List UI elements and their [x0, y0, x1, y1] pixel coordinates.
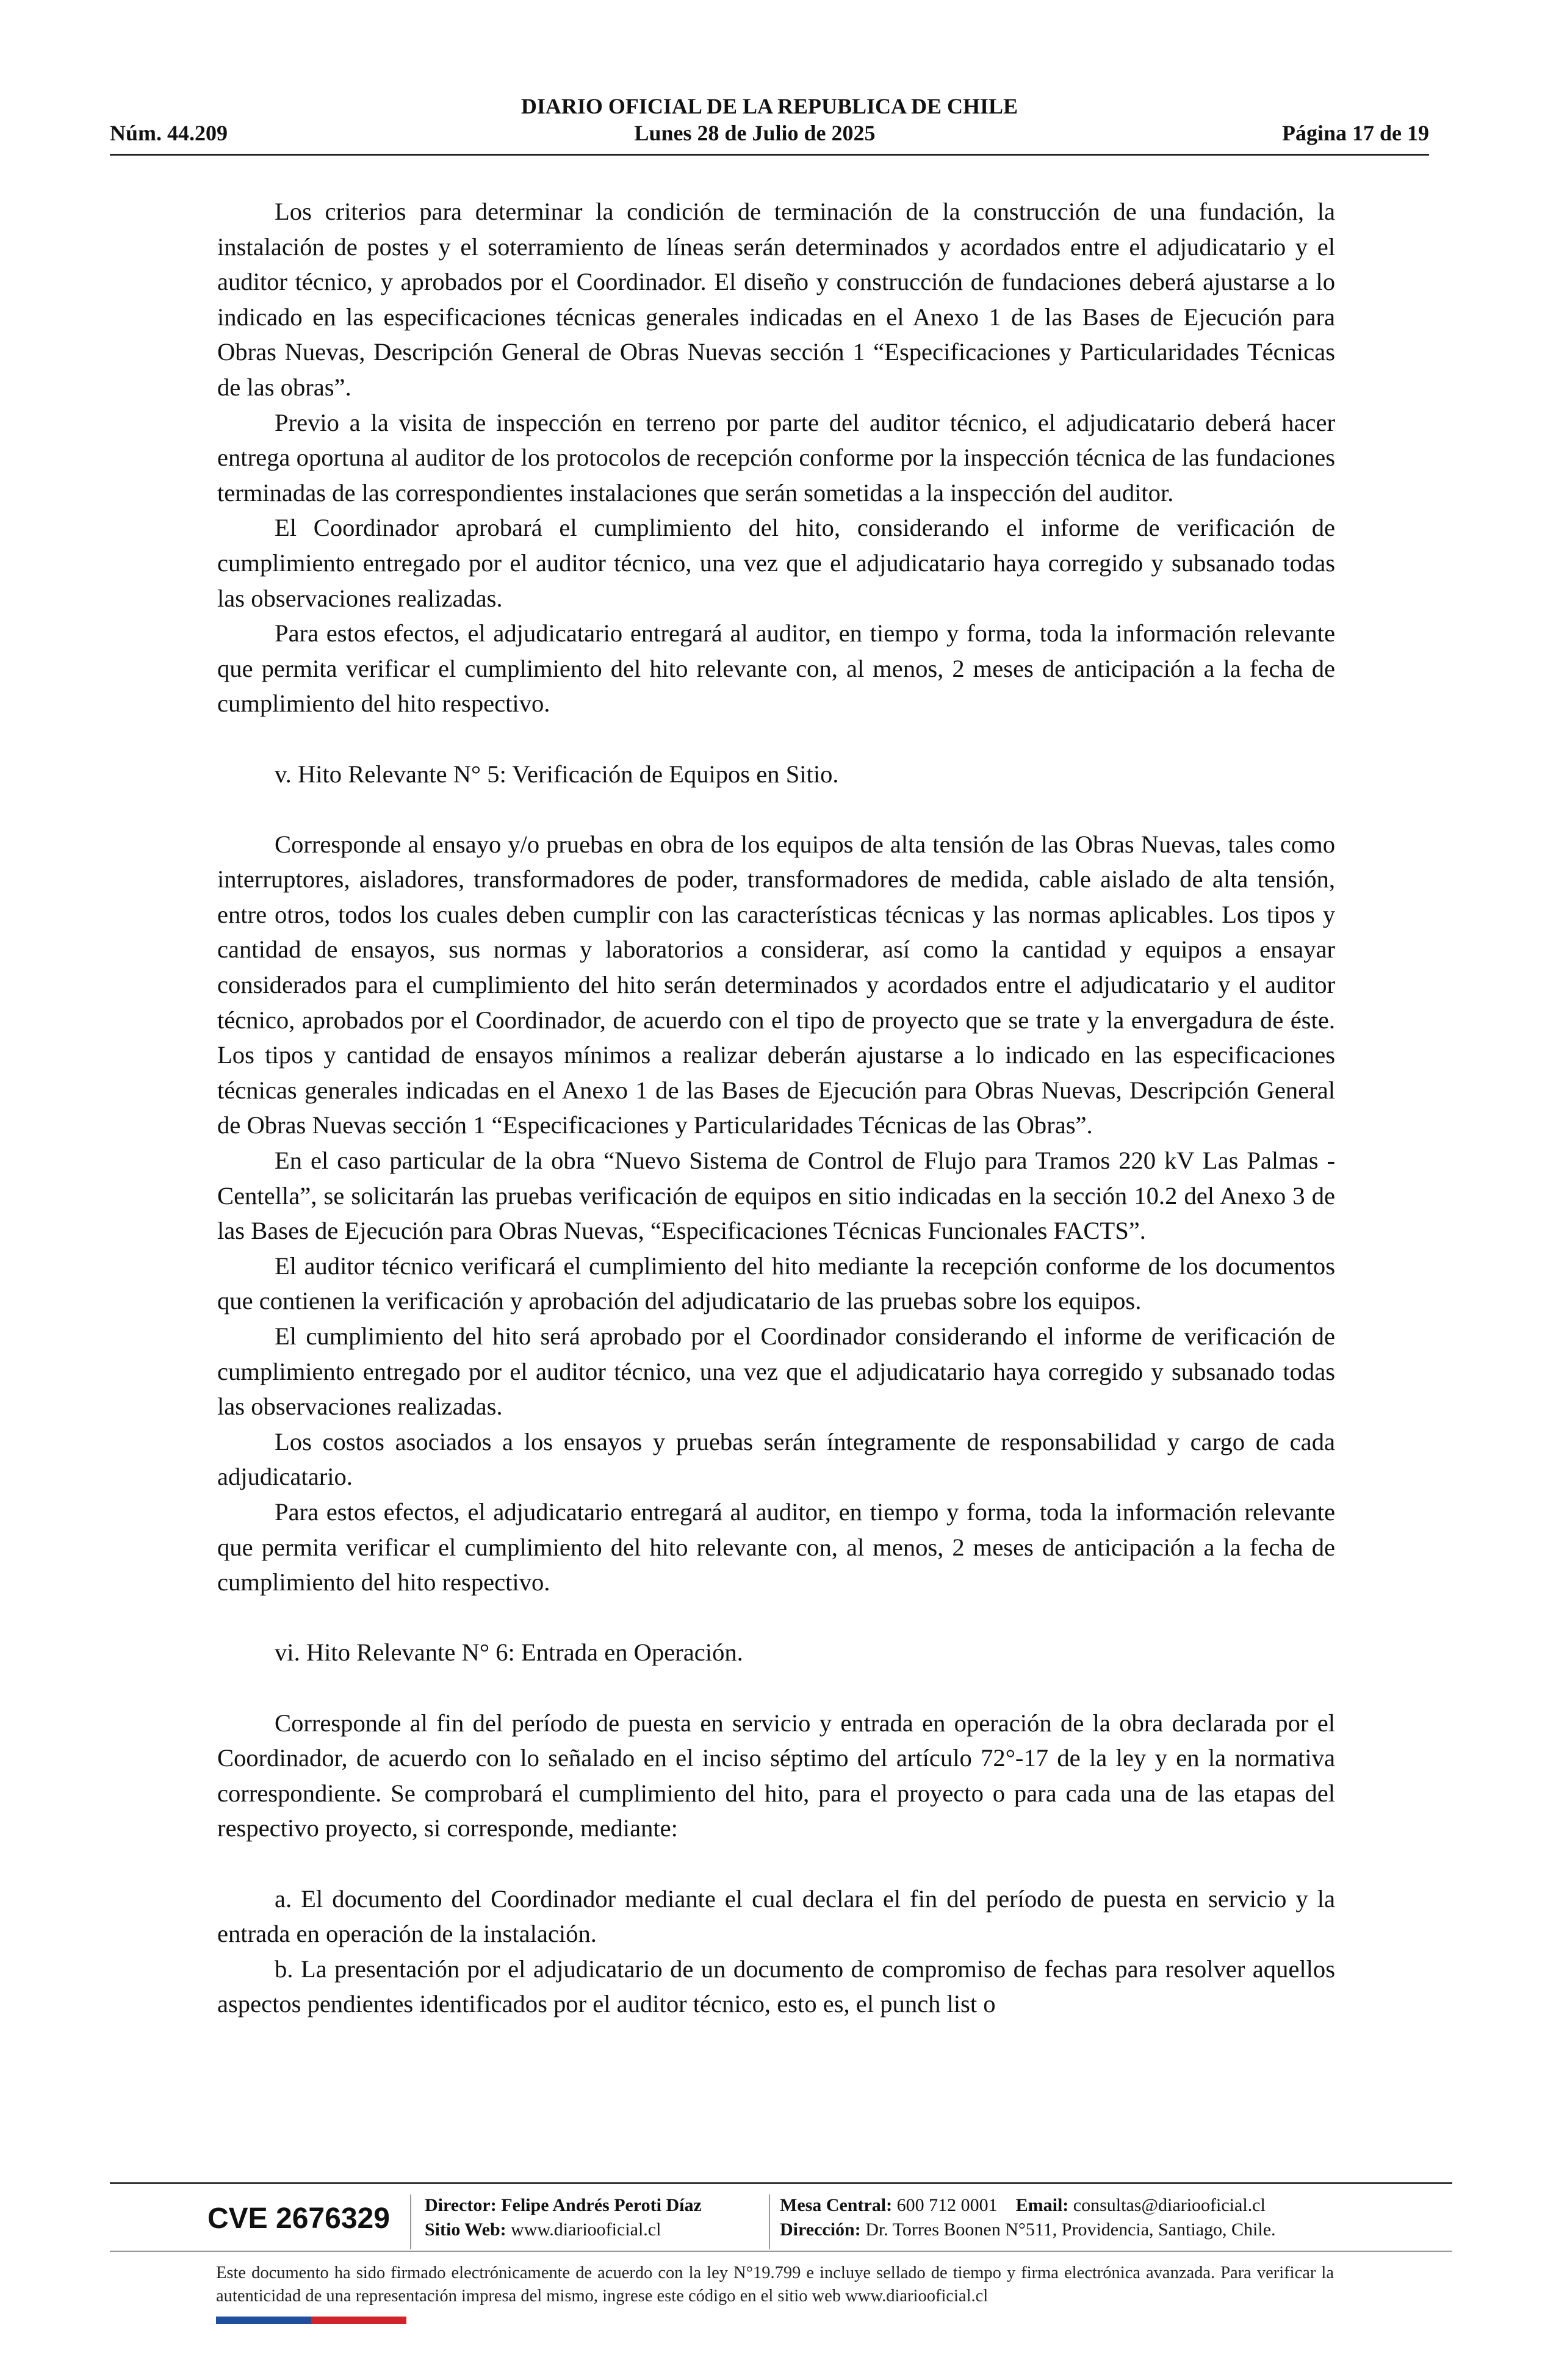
header-meta-row: [110, 120, 1429, 146]
cve-code: CVE 2676329: [207, 2202, 390, 2235]
body-paragraph: Para estos efectos, el adjudicatario entregará al auditor, en tiempo y forma, toda la información relevante que permita verificar el cumplimiento del hito relevante con, al menos, 2 meses de anticipación a la fecha de cumplimiento del hito respectivo.: [217, 1498, 1335, 1596]
body-paragraph: Los costos asociados a los ensayos y pruebas serán íntegramente de responsabilidad y cargo de cada adjudicatario.: [217, 1427, 1335, 1491]
newspaper-title: DIARIO OFICIAL DE LA REPUBLICA DE CHILE: [520, 94, 1018, 118]
paragraph-gap: [217, 1600, 1335, 1635]
footer-separator: [769, 2194, 770, 2249]
section-heading-hito-5: v. Hito Relevante N° 5: Verificación de Equipos en Sitio.: [275, 760, 839, 788]
issue-date: Lunes 28 de Julio de 2025: [634, 121, 876, 145]
list-item-b: b. La presentación por el adjudicatario de un documento de compromiso de fechas para resolver aquellos aspectos pendientes identificados por el auditor técnico, esto es, el punch list o: [217, 1955, 1335, 2018]
section-heading-hito-6: vi. Hito Relevante N° 6: Entrada en Operación.: [275, 1639, 743, 1667]
body-paragraph: En el caso particular de la obra “Nuevo Sistema de Control de Flujo para Tramos 220 kV Las Palmas - Centella”, se solicitarán las pruebas verificación de equipos en sitio indicadas en la sección 10.2 del Anexo 3 de las Bases de Ejecución para Obras Nuevas, “Especificaciones Técnicas Funcionales FACTS”.: [217, 1147, 1335, 1245]
address-text: Dr. Torres Boonen N°511, Providencia, Santiago, Chile.: [865, 2220, 1276, 2240]
paragraph-gap: [217, 1670, 1335, 1706]
email-link[interactable]: consultas@diariooficial.cl: [1073, 2195, 1266, 2215]
website-link[interactable]: www.diariooficial.cl: [511, 2220, 661, 2240]
page-header: [110, 93, 1429, 146]
flag-red-segment: [311, 2317, 406, 2324]
footer-divider-top: [110, 2182, 1452, 2184]
email-label: Email:: [1015, 2195, 1069, 2215]
footer-director-block: [425, 2193, 702, 2242]
web-label: Sitio Web:: [425, 2220, 506, 2240]
body-paragraph: Previo a la visita de inspección en terreno por parte del auditor técnico, el adjudicatario deberá hacer entrega oportuna al auditor de los protocolos de recepción conforme por la inspección técnica de las fundaciones terminadas de las correspondientes instalaciones que serán sometidas a la inspección del auditor.: [217, 408, 1335, 507]
body-paragraph: Corresponde al ensayo y/o pruebas en obra de los equipos de alta tensión de las Obras Nuevas, tales como interruptores, aisladores, transformadores de poder, transformadores de medida, cable aislado de alta tensión, entre otros, todos los cuales deben cumplir con las características técnicas y las normas aplicables. Los tipos y cantidad de ensayos, sus normas y laboratorios a considerar, así como la cantidad y equipos a ensayar considerados para el cumplimiento del hito serán determinados y acordados entre el adjudicatario y el auditor técnico, aprobados por el Coordinador, de acuerdo con el tipo de proyecto que se trate y la envergadura de éste. Los tipos y cantidad de ensayos mínimos a realizar deberán ajustarse a lo indicado en las especificaciones técnicas generales indicadas en el Anexo 1 de las Bases de Ejecución para Obras Nuevas, Descripción General de Obras Nuevas sección 1 “Especificaciones y Particularidades Técnicas de las Obras”.: [217, 830, 1335, 1139]
body-paragraph: El Coordinador aprobará el cumplimiento del hito, considerando el informe de verificación de cumplimiento entregado por el auditor técnico, una vez que el adjudicatario haya corregido y subsanado todas las observaciones realizadas.: [217, 514, 1335, 612]
director-name: Felipe Andrés Peroti Díaz: [501, 2195, 702, 2215]
phone-number: 600 712 0001: [896, 2195, 998, 2215]
page-number: Página 17 de 19: [1281, 121, 1429, 145]
chile-flag-bar: [216, 2317, 406, 2324]
body-paragraph: Corresponde al fin del período de puesta en servicio y entrada en operación de la obra declarada por el Coordinador, de acuerdo con lo señalado en el inciso séptimo del artículo 72°-17 de la ley y en la normativa correspondiente. Se comprobará el cumplimiento del hito, para el proyecto o para cada una de las etapas del respectivo proyecto, si corresponde, mediante:: [217, 1709, 1335, 1842]
director-label: Director:: [425, 2195, 497, 2215]
issue-number: Núm. 44.209: [110, 121, 228, 145]
document-body: [217, 194, 1335, 2022]
body-paragraph: Para estos efectos, el adjudicatario entregará al auditor, en tiempo y forma, toda la información relevante que permita verificar el cumplimiento del hito relevante con, al menos, 2 meses de anticipación a la fecha de cumplimiento del hito respectivo.: [217, 619, 1335, 718]
body-paragraph: Los criterios para determinar la condición de terminación de la construcción de una fundación, la instalación de postes y el soterramiento de líneas serán determinados y acordados entre el adjudicatario y el auditor técnico, y aprobados por el Coordinador. El diseño y construcción de fundaciones deberá ajustarse a lo indicado en las especificaciones técnicas generales indicadas en el Anexo 1 de las Bases de Ejecución para Obras Nuevas, Descripción General de Obras Nuevas sección 1 “Especificaciones y Particularidades Técnicas de las obras”.: [217, 198, 1335, 401]
footer-contact-block: [780, 2193, 1276, 2242]
flag-blue-segment: [216, 2317, 311, 2324]
footer-separator: [410, 2194, 411, 2249]
list-item-a: a. El documento del Coordinador mediante el cual declara el fin del período de puesta en servicio y la entrada en operación de la instalación.: [217, 1884, 1335, 1948]
paragraph-gap: [217, 721, 1335, 757]
header-divider: [110, 154, 1429, 156]
body-paragraph: El auditor técnico verificará el cumplimiento del hito mediante la recepción conforme de los documentos que contienen la verificación y aprobación del adjudicatario de las pruebas sobre los equipos.: [217, 1252, 1335, 1315]
phone-label: Mesa Central:: [780, 2195, 893, 2215]
electronic-signature-note: Este documento ha sido firmado electrónicamente de acuerdo con la ley N°19.799 e incluye sellado de tiempo y firma electrónica avanzada. Para verificar la autenticidad de una representación impresa del mismo, ingrese este código en el sitio web www.diariooficial.cl: [216, 2263, 1334, 2306]
paragraph-gap: [217, 1846, 1335, 1881]
address-label: Dirección:: [780, 2220, 861, 2240]
footer-divider-mid: [110, 2251, 1452, 2252]
body-paragraph: El cumplimiento del hito será aprobado por el Coordinador considerando el informe de verificación de cumplimiento entregado por el auditor técnico, una vez que el adjudicatario haya corregido y subsanado todas las observaciones realizadas.: [217, 1322, 1335, 1421]
paragraph-gap: [217, 792, 1335, 827]
